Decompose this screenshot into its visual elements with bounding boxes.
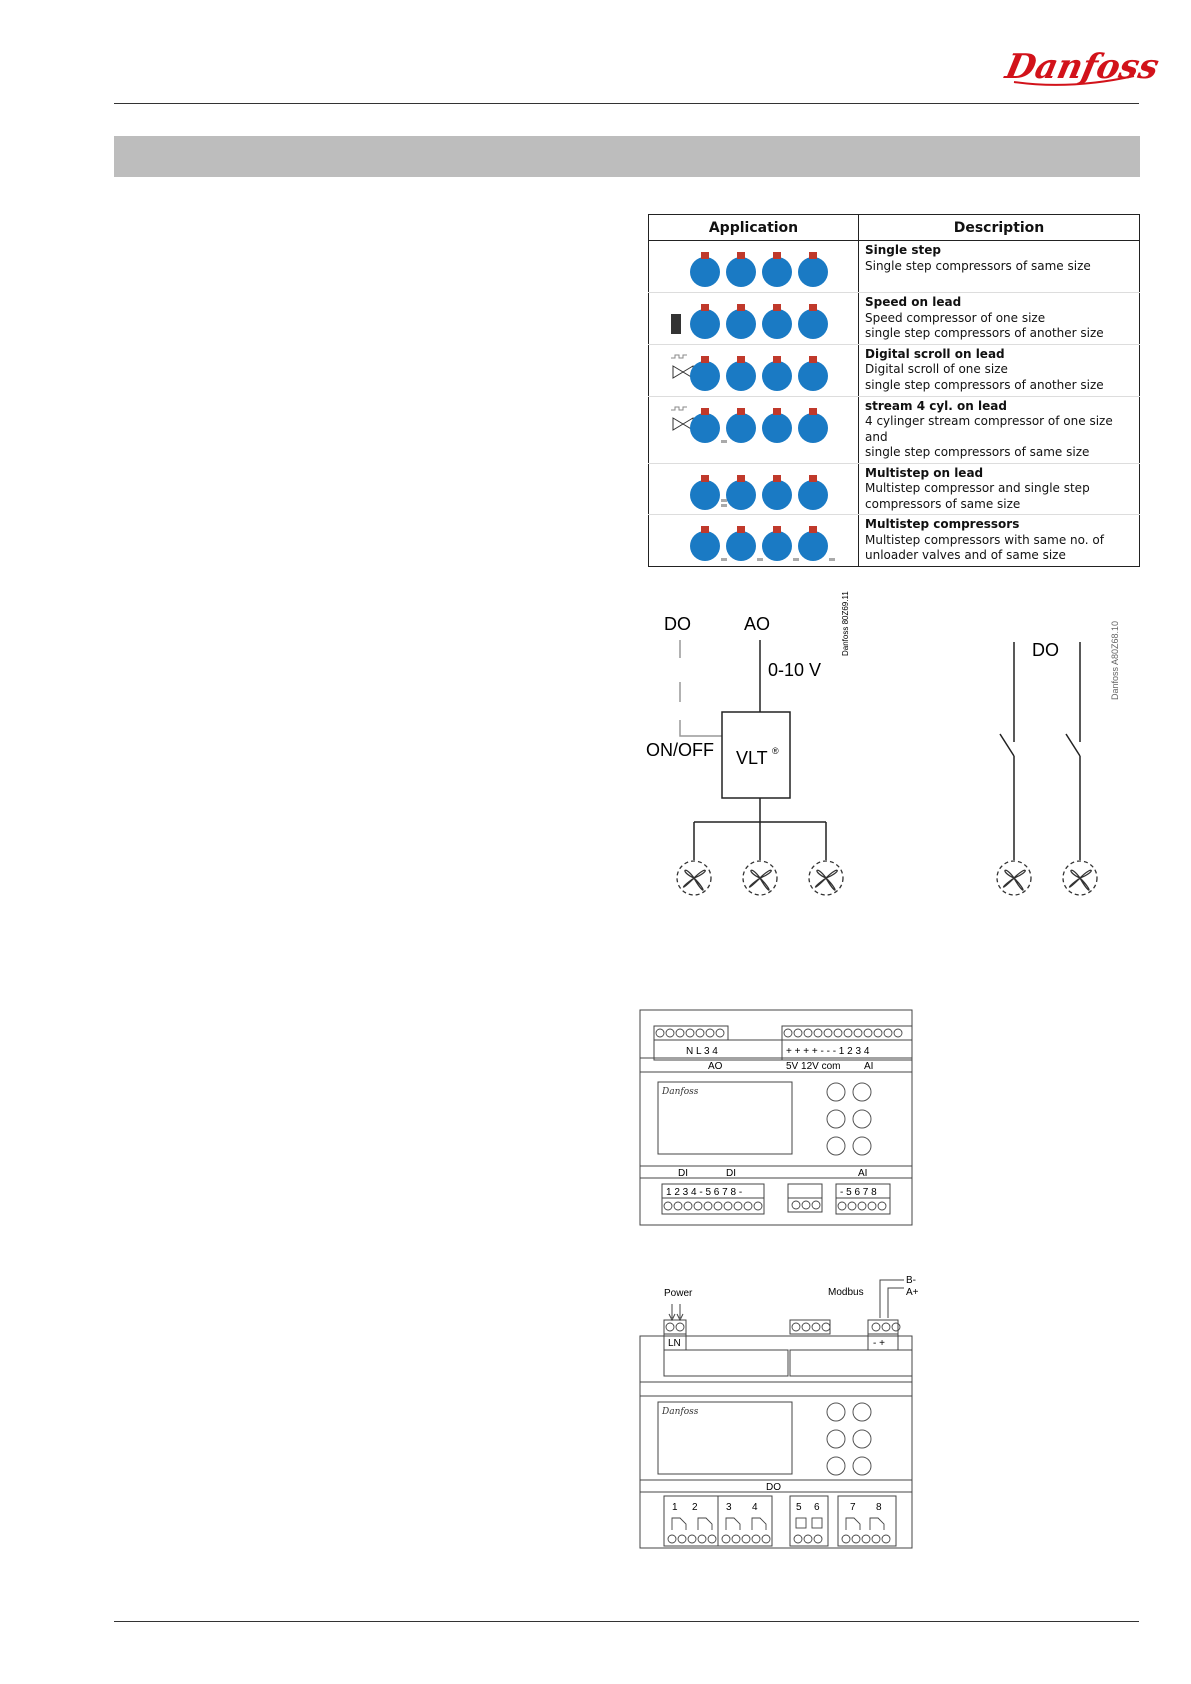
relay-number: 3 xyxy=(726,1502,732,1513)
label-voltage: 0-10 V xyxy=(768,660,822,680)
desc-speed-on-lead xyxy=(859,293,1140,345)
desc-stream-4cyl xyxy=(859,396,1140,463)
relay-number: 1 xyxy=(672,1502,678,1513)
modbus-label: Modbus xyxy=(828,1287,864,1298)
app-single-step xyxy=(649,241,859,293)
ao-terminal-labels: N L 3 4 xyxy=(686,1046,718,1057)
desc-line: Single step compressors of same size xyxy=(865,258,1091,273)
label-vlt: VLT xyxy=(736,748,768,768)
drawing-code: Danfoss 80Z69.11 xyxy=(841,591,850,656)
fan-icon xyxy=(809,861,843,895)
desc-multistep-compressors xyxy=(859,515,1140,567)
power-label: Power xyxy=(664,1288,693,1299)
compressor-icons xyxy=(649,352,859,394)
fan-diagram-vlt xyxy=(640,591,880,905)
desc-multistep-on-lead xyxy=(859,463,1140,515)
app-digital-scroll xyxy=(649,344,859,396)
controller-logo: Danfoss xyxy=(662,1407,699,1417)
desc-line: compressors of same size xyxy=(865,496,1021,511)
ao-group-label: AO xyxy=(708,1061,723,1072)
relay-number: 7 xyxy=(850,1502,856,1513)
modbus-a-label: A+ xyxy=(906,1287,919,1298)
label-ao: AO xyxy=(744,614,771,634)
ai-group-label: AI xyxy=(864,1061,874,1072)
fan-icon xyxy=(997,861,1031,895)
controller-top-view xyxy=(640,1010,920,1235)
fan-icon xyxy=(743,861,777,895)
label-do: DO xyxy=(1032,640,1059,660)
logo-text: Danfoss xyxy=(1002,47,1163,87)
controller-bottom-view xyxy=(640,1260,930,1550)
desc-line: single step compressors of another size xyxy=(865,326,1104,340)
footer-rule xyxy=(114,1621,1139,1622)
compressor-icons xyxy=(649,404,859,446)
header-rule xyxy=(114,103,1139,104)
vlt-registered-mark: ® xyxy=(772,746,779,756)
supply-group-label: 5V 12V com xyxy=(786,1061,841,1072)
ai-terminal-labels: + + + + - - - 1 2 3 4 xyxy=(786,1046,870,1057)
controller-logo: Danfoss xyxy=(662,1087,699,1097)
fan-icon xyxy=(677,861,711,895)
desc-line: single step compressors of same size xyxy=(865,445,1090,459)
desc-line: single step compressors of another size xyxy=(865,377,1104,392)
section-banner xyxy=(114,136,1140,177)
ai-label: AI xyxy=(858,1168,868,1179)
relay-number: 8 xyxy=(876,1502,882,1513)
relay-number: 5 xyxy=(796,1502,802,1513)
label-do: DO xyxy=(664,614,691,634)
desc-title: Multistep compressors xyxy=(865,517,1020,531)
power-terminal-labels: LN xyxy=(668,1338,681,1349)
desc-title: Speed on lead xyxy=(865,295,962,309)
do-label: DO xyxy=(766,1482,781,1493)
relay-number: 4 xyxy=(752,1502,758,1513)
relay-number: 2 xyxy=(692,1502,698,1513)
desc-single-step xyxy=(859,241,1140,293)
col-description: Description xyxy=(859,215,1140,241)
desc-line: Speed compressor of one size xyxy=(865,310,1046,325)
keypad xyxy=(827,1083,871,1155)
desc-title: Single step xyxy=(865,243,941,257)
drawing-code: Danfoss A80Z68.10 xyxy=(1110,620,1120,700)
compressor-icons xyxy=(649,522,859,564)
di-label-2: DI xyxy=(726,1168,736,1179)
application-table xyxy=(648,214,1140,567)
desc-line: Multistep compressor and single step xyxy=(865,481,1090,495)
danfoss-logo xyxy=(1002,40,1163,92)
app-speed-on-lead xyxy=(649,293,859,345)
modbus-terminal-labels: - + xyxy=(873,1338,885,1349)
compressor-icons xyxy=(649,300,859,342)
desc-line: 4 cylinger stream compressor of one size and xyxy=(865,414,1113,444)
col-application: Application xyxy=(649,215,859,241)
fan-icon xyxy=(1063,861,1097,895)
ai-bottom-terminal-labels: - 5 6 7 8 xyxy=(840,1187,877,1198)
di-label-1: DI xyxy=(678,1168,688,1179)
fan-diagram-do xyxy=(990,620,1130,905)
di-terminal-labels: 1 2 3 4 - 5 6 7 8 - xyxy=(666,1187,743,1198)
app-multistep-on-lead xyxy=(649,463,859,515)
desc-line: Digital scroll of one size xyxy=(865,362,1008,376)
compressor-icons xyxy=(649,471,859,513)
desc-title: Digital scroll on lead xyxy=(865,346,1005,361)
desc-title: Multistep on lead xyxy=(865,465,984,480)
app-stream-4cyl xyxy=(649,396,859,463)
modbus-b-label: B- xyxy=(906,1275,916,1286)
compressor-icons xyxy=(649,248,859,290)
desc-title: stream 4 cyl. on lead xyxy=(865,398,1007,413)
keypad xyxy=(827,1403,871,1475)
app-multistep-compressors xyxy=(649,515,859,567)
desc-digital-scroll xyxy=(859,344,1140,396)
desc-line: unloader valves and of same size xyxy=(865,548,1066,562)
desc-line: Multistep compressors with same no. of xyxy=(865,532,1104,547)
relay-number: 6 xyxy=(814,1502,820,1513)
label-onoff: ON/OFF xyxy=(646,740,714,760)
